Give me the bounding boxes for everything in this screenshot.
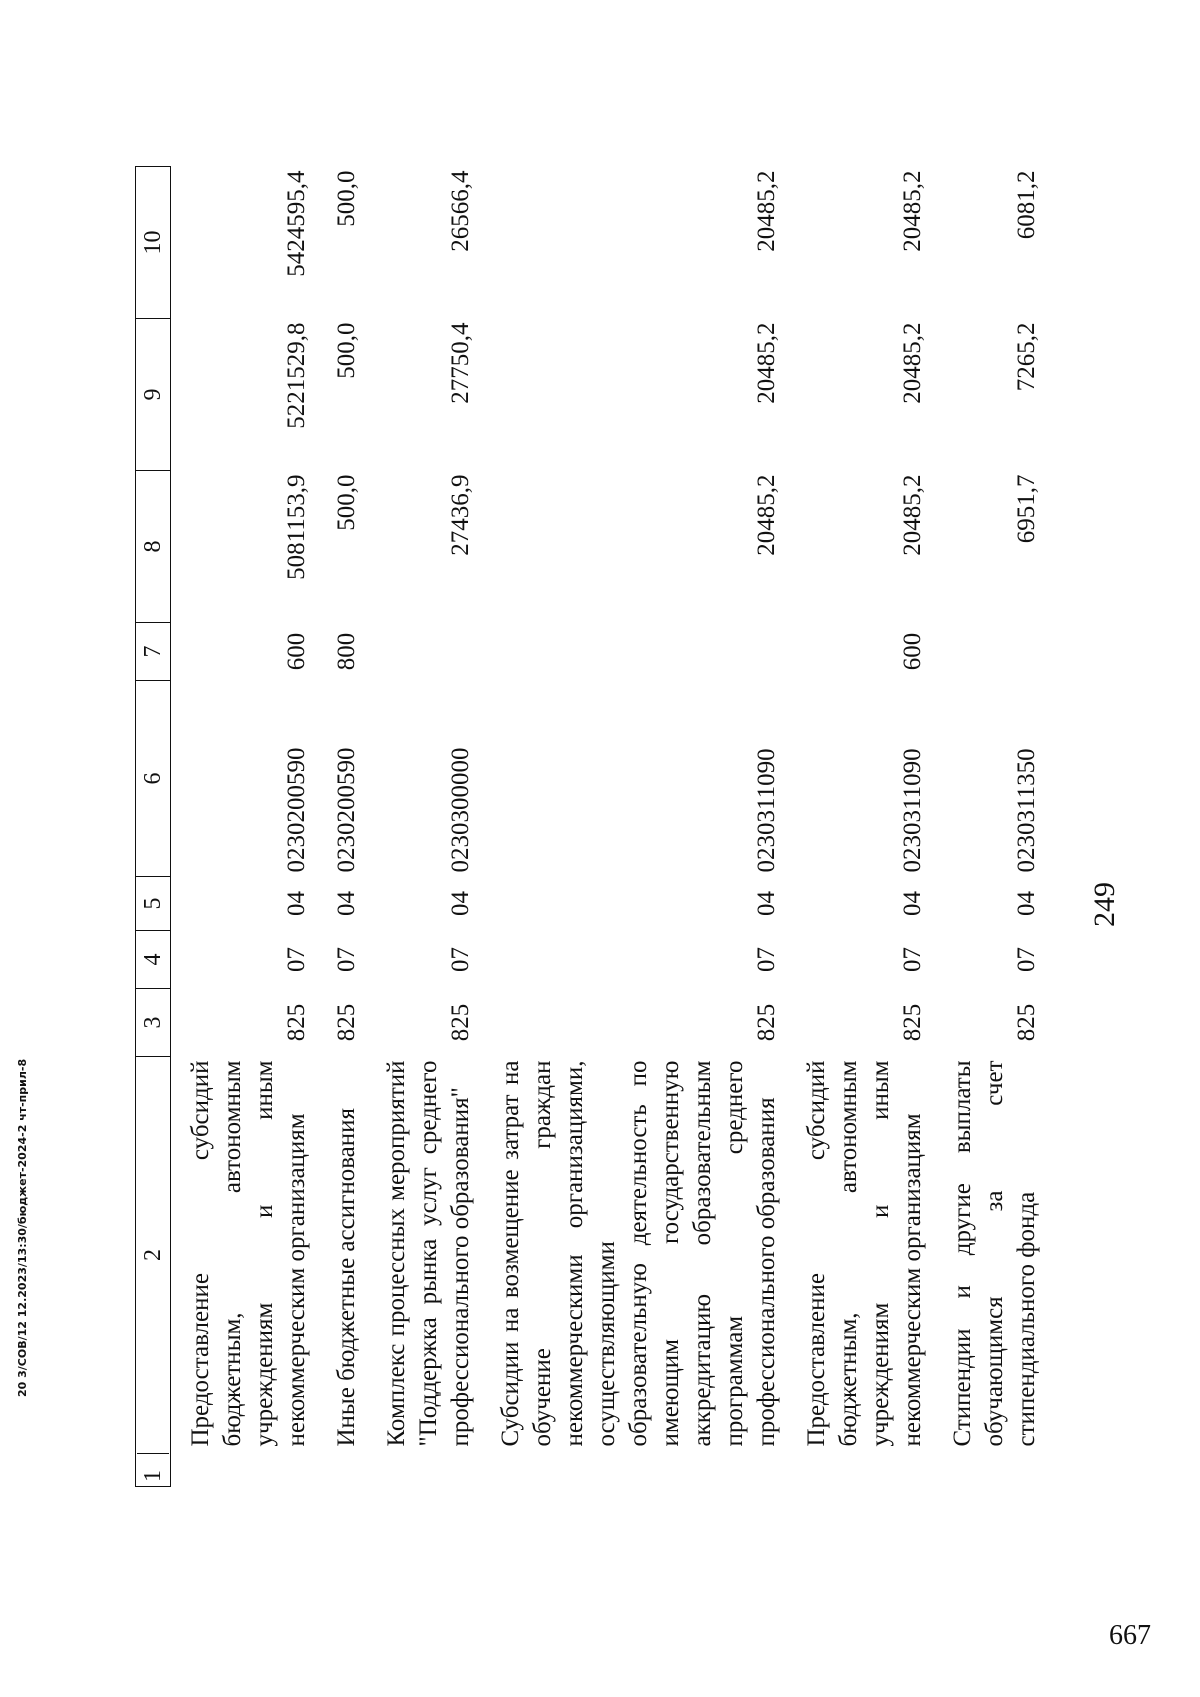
cell-amount-2024: 27436,9	[447, 474, 474, 556]
cell-amount-2026: 5424595,4	[283, 170, 310, 277]
cell-expense-type: 600	[899, 632, 926, 671]
row-name: Иные бюджетные ассигнования	[333, 1107, 360, 1447]
cell-amount-2025: 20485,2	[753, 322, 780, 404]
cell-subsection: 04	[333, 891, 360, 916]
cell-target-item: 0230200590	[333, 747, 360, 873]
page-number: 249	[1088, 882, 1121, 927]
table-row	[787, 167, 933, 1487]
header-cell-9: 9	[136, 319, 171, 471]
budget-table	[135, 166, 1047, 1487]
cell-amount-2026: 500,0	[333, 170, 360, 227]
cell-section: 07	[1013, 947, 1040, 972]
cell-section: 07	[899, 947, 926, 972]
header-cell-1: 1	[137, 1453, 169, 1490]
footer-note: 20 3/СОВ/12 12.2023/13:30/бюджет-2024-2 чт-прил-8	[16, 1058, 29, 1397]
header-cell-2	[136, 1057, 171, 1487]
cell-expense-type	[933, 623, 1047, 681]
cell-target-item: 0230311090	[899, 748, 926, 873]
cell-section: 07	[447, 947, 474, 972]
cell-amount-2025: 5221529,8	[283, 322, 310, 429]
cell-section: 07	[753, 947, 780, 972]
cell-amount-2025: 500,0	[333, 322, 360, 379]
cell-amount-2026: 26566,4	[447, 170, 474, 252]
cell-section: 07	[283, 947, 310, 972]
cell-chapter: 825	[899, 1003, 926, 1042]
header-cell-5: 5	[136, 877, 171, 931]
cell-amount-2026: 6081,2	[1013, 170, 1040, 240]
table-row	[481, 167, 787, 1487]
cell-target-item: 0230200590	[283, 747, 310, 873]
cell-target-item: 0230311090	[753, 748, 780, 873]
header-cell-2-label: 2	[140, 1249, 166, 1261]
row-name: Стипендии и другие выплаты обучающимся за счет стипендиального фонда	[949, 1060, 1040, 1447]
row-name: Предоставление субсидий бюджетным, автономным учреждениям и иным некоммерческим организациям	[187, 1060, 310, 1447]
header-cell-10: 10	[136, 167, 171, 319]
row-name: Предоставление субсидий бюджетным, автономным учреждениям и иным некоммерческим организациям	[803, 1060, 926, 1447]
header-cell-4: 4	[136, 931, 171, 989]
table-body	[171, 167, 1048, 1487]
cell-amount-2024: 5081153,9	[283, 474, 310, 580]
cell-chapter: 825	[1013, 1003, 1040, 1042]
cell-expense-type	[481, 623, 787, 681]
cell-expense-type	[367, 623, 481, 681]
cell-chapter: 825	[447, 1003, 474, 1042]
cell-target-item: 0230311350	[1013, 748, 1040, 873]
header-cell-8: 8	[136, 471, 171, 623]
cell-amount-2025: 7265,2	[1013, 322, 1040, 392]
cell-subsection: 04	[1013, 891, 1040, 916]
cell-amount-2025: 20485,2	[899, 322, 926, 404]
cell-subsection: 04	[899, 891, 926, 916]
cell-chapter: 825	[333, 1003, 360, 1042]
header-cell-3: 3	[136, 989, 171, 1057]
cell-chapter: 825	[753, 1003, 780, 1042]
cell-expense-type: 600	[283, 632, 310, 671]
cell-subsection: 04	[447, 891, 474, 916]
cell-target-item: 0230300000	[447, 747, 474, 873]
header-row	[136, 167, 171, 1487]
header-cell-7: 7	[136, 623, 171, 681]
cell-amount-2024: 20485,2	[753, 474, 780, 556]
sheet-number: 667	[1109, 1620, 1151, 1651]
cell-chapter: 825	[283, 1003, 310, 1042]
cell-section: 07	[333, 947, 360, 972]
table-row	[317, 167, 367, 1487]
cell-amount-2025: 27750,4	[447, 322, 474, 404]
cell-amount-2026: 20485,2	[753, 170, 780, 252]
cell-amount-2024: 20485,2	[899, 474, 926, 556]
cell-amount-2026: 20485,2	[899, 170, 926, 252]
cell-amount-2024: 6951,7	[1013, 474, 1040, 544]
cell-amount-2024: 500,0	[333, 474, 360, 531]
cell-subsection: 04	[283, 891, 310, 916]
header-cell-6: 6	[136, 681, 171, 877]
table-row	[367, 167, 481, 1487]
row-name: Комплекс процессных мероприятий "Поддержка рынка услуг среднего профессионального образования"	[383, 1060, 474, 1447]
table-row	[933, 167, 1047, 1487]
cell-subsection: 04	[753, 891, 780, 916]
table-row	[171, 167, 318, 1487]
row-name: Субсидии на возмещение затрат на обучение граждан некоммерческими организациями, осуществляющими образовательную деятельность по имеющим государственную аккредитацию образовательным программам среднего профессионального образования	[497, 1060, 780, 1447]
cell-expense-type: 800	[333, 632, 360, 671]
